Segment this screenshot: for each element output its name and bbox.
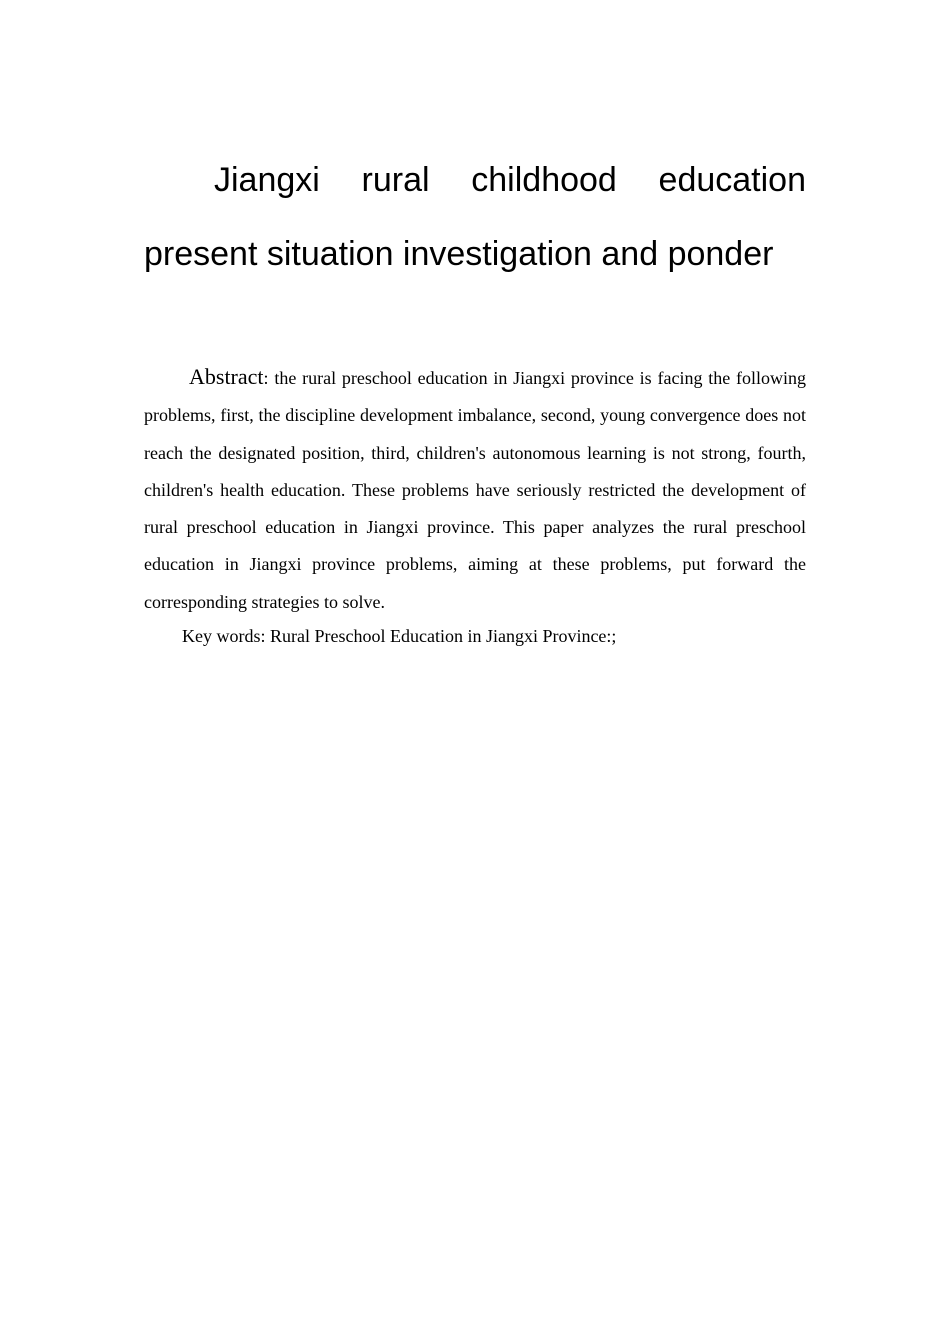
document-title: Jiangxi rural childhood education present situation investigation and ponder xyxy=(144,161,806,273)
abstract-paragraph xyxy=(144,358,806,621)
abstract-label: Abstract xyxy=(189,364,264,389)
abstract-text: : the rural preschool education in Jiangxi province is facing the following problems, first, the discipline development imbalance, second, young convergence does not reach the designated position, third, children's autonomous learning is not strong, fourth, children's health education. These problems have seriously restricted the development of rural preschool education in Jiangxi province. This paper analyzes the rural preschool education in Jiangxi province problems, aiming at these problems, put forward the corresponding strategies to solve. xyxy=(144,368,806,612)
keywords-line: Key words: Rural Preschool Education in Jiangxi Province:; xyxy=(182,626,617,646)
